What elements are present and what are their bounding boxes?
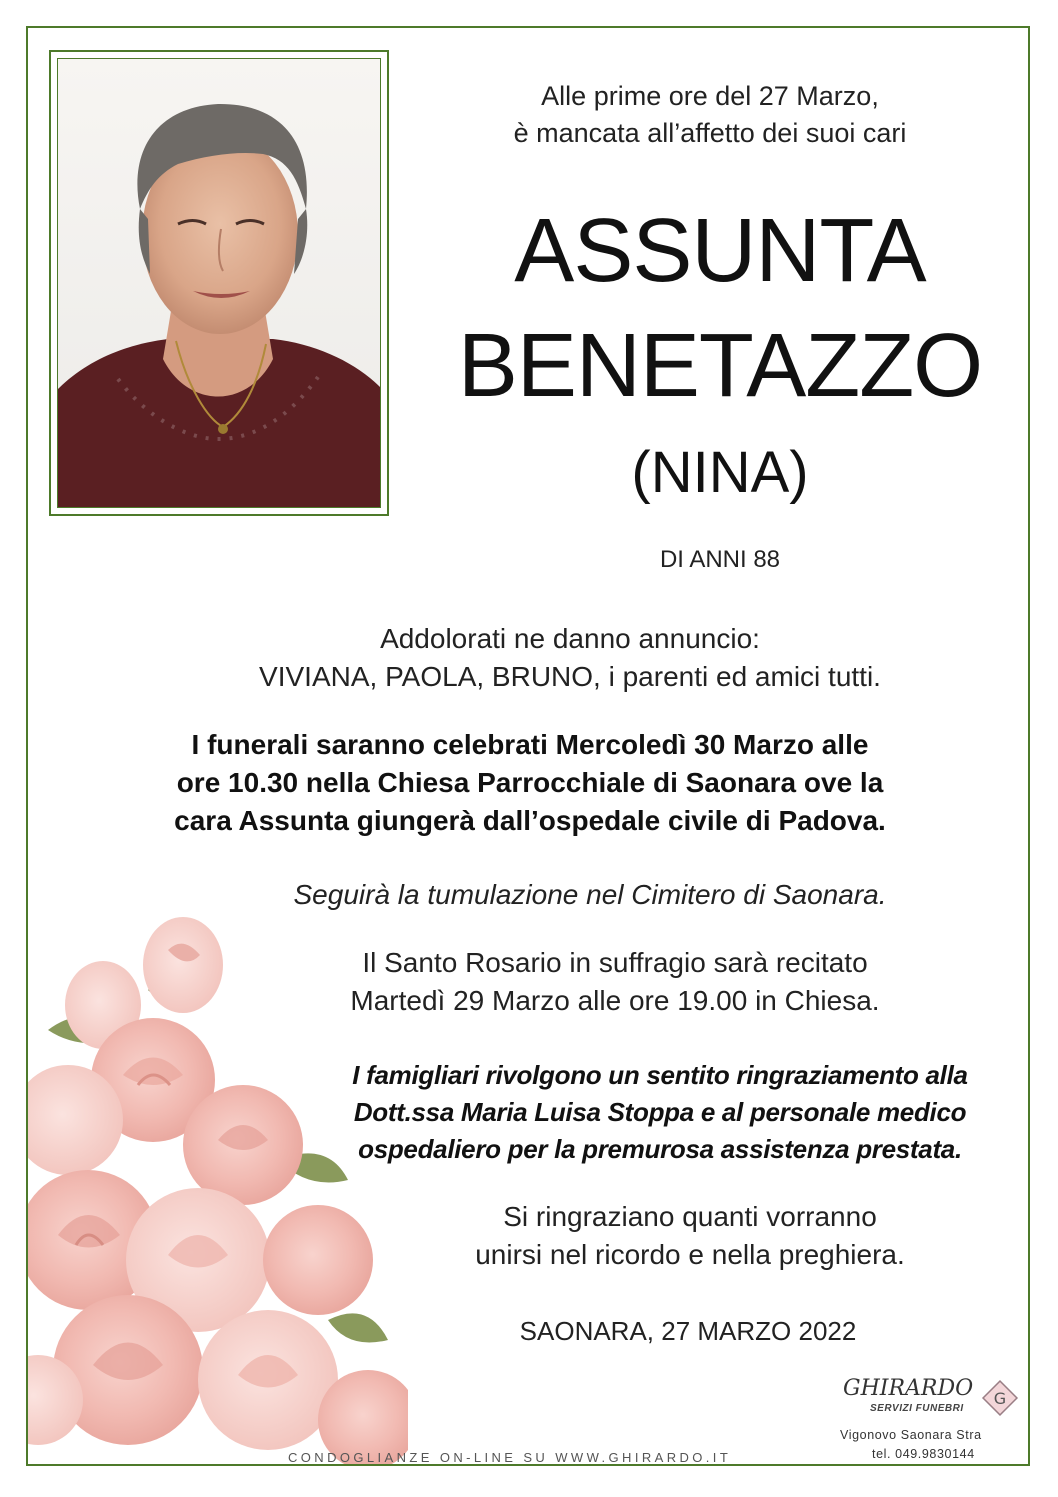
agency-mark-letter: G: [993, 1389, 1007, 1408]
agency-phone: tel. 049.9830144: [872, 1447, 975, 1461]
funeral-line-2: ore 10.30 nella Chiesa Parrocchiale di Saonara ove la: [176, 767, 884, 798]
acknowledgement: [330, 1057, 990, 1168]
closing-thanks: [380, 1198, 1000, 1274]
funeral-line-1: I funerali saranno celebrati Mercoledì 30 Marzo alle: [191, 729, 869, 760]
announce-line-1: Addolorati ne danno annuncio:: [380, 623, 760, 654]
agency-subtitle: SERVIZI FUNEBRI: [870, 1403, 964, 1414]
portrait-frame: [49, 50, 389, 516]
thanks-line-2: Dott.ssa Maria Luisa Stoppa e al personale medico: [353, 1097, 967, 1127]
age: DI ANNI 88: [659, 546, 781, 573]
portrait-photo: [57, 58, 381, 508]
last-name: BENETAZZO: [457, 316, 983, 416]
rosary-line-1: Il Santo Rosario in suffragio sarà recitato: [362, 947, 868, 978]
intro-line-1: Alle prime ore del 27 Marzo,: [541, 81, 879, 111]
agency-mark-icon: [980, 1378, 1020, 1418]
announcement: [140, 620, 1000, 696]
agency-cities: Vigonovo Saonara Stra: [840, 1428, 982, 1442]
final-line-2: unirsi nel ricordo e nella preghiera.: [475, 1239, 905, 1270]
first-name: ASSUNTA: [514, 201, 926, 301]
funeral-info: [60, 726, 1000, 840]
condolences-footer: CONDOGLIANZE ON-LINE SU WWW.GHIRARDO.IT: [288, 1450, 732, 1465]
place-date: SAONARA, 27 MARZO 2022: [519, 1316, 857, 1346]
announce-line-2: VIVIANA, PAOLA, BRUNO, i parenti ed amici tutti.: [259, 661, 881, 692]
rosary-info: [230, 944, 1000, 1020]
funeral-line-3: cara Assunta giungerà dall’ospedale civile di Padova.: [174, 805, 886, 836]
agency-name: GHIRARDO: [843, 1376, 974, 1401]
agency-logo: [833, 1376, 1033, 1418]
burial-info: Seguirà la tumulazione nel Cimitero di Saonara.: [293, 879, 887, 910]
thanks-line-1: I famigliari rivolgono un sentito ringraziamento alla: [352, 1060, 968, 1090]
intro-line-2: è mancata all’affetto dei suoi cari: [513, 118, 907, 148]
nickname: (NINA): [631, 440, 809, 505]
thanks-line-3: ospedaliero per la premurosa assistenza prestata.: [358, 1134, 962, 1164]
final-line-1: Si ringraziano quanti vorranno: [503, 1201, 877, 1232]
rosary-line-2: Martedì 29 Marzo alle ore 19.00 in Chiesa.: [350, 985, 880, 1016]
intro-text: [410, 78, 1010, 152]
